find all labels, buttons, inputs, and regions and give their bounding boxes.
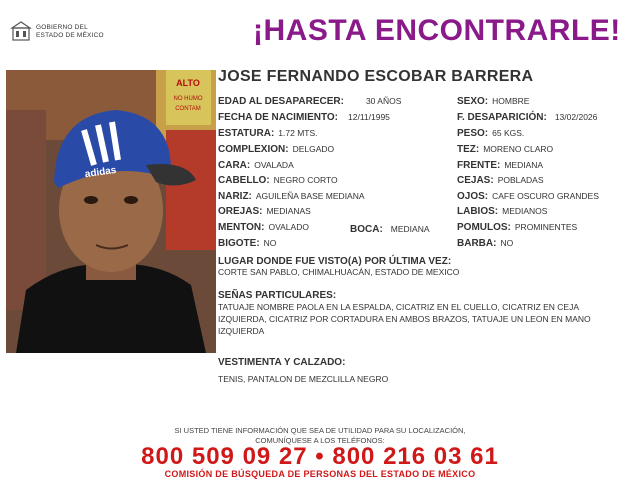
field-bigote [218, 238, 276, 249]
field-value: 13/02/2026 [554, 112, 598, 122]
person-name: JOSE FERNANDO ESCOBAR BARRERA [218, 68, 534, 85]
field-fecha-nacimiento [218, 112, 390, 123]
sign-text: ALTO [176, 78, 200, 88]
phone-numbers: 800 509 09 27 • 800 216 03 61 [141, 443, 499, 470]
field-boca [350, 224, 430, 235]
field-value: MORENO CLARO [483, 144, 554, 154]
field-fecha-desaparicion [457, 112, 597, 123]
field-value: 1.72 MTS. [278, 128, 318, 138]
field-nariz [218, 191, 365, 202]
field-value: HOMBRE [492, 96, 530, 106]
field-tez [457, 144, 553, 155]
field-cejas [457, 175, 544, 186]
field-barba [457, 238, 513, 249]
field-value: MEDIANA [390, 224, 430, 234]
field-label: LABIOS: [457, 206, 499, 217]
field-value: CAFE OSCURO GRANDES [492, 191, 599, 201]
field-label: OREJAS: [218, 206, 263, 217]
field-label: BIGOTE: [218, 238, 260, 249]
clothing-label: VESTIMENTA Y CALZADO: [218, 357, 346, 368]
field-edad [218, 96, 401, 107]
headline: ¡HASTA ENCONTRARLE! [253, 14, 621, 47]
field-value: NEGRO CORTO [273, 175, 338, 185]
field-label: BOCA: [350, 224, 383, 235]
field-value: OVALADA [254, 160, 294, 170]
field-label: F. DESAPARICIÓN: [457, 112, 547, 123]
logo-line-2: ESTADO DE MÉXICO [36, 32, 104, 39]
field-value: AGUILEÑA BASE MEDIANA [255, 191, 365, 201]
clothing-value: TENIS, PANTALON DE MEZCLILLA NEGRO [218, 374, 389, 384]
field-label: MENTON: [218, 222, 265, 233]
field-label: SEXO: [457, 96, 489, 107]
field-label: OJOS: [457, 191, 489, 202]
field-ojos [457, 191, 599, 202]
field-value: 30 AÑOS [365, 96, 402, 106]
svg-text:adidas: adidas [84, 164, 118, 181]
field-cara [218, 160, 294, 171]
field-value: NO [500, 238, 514, 248]
field-complexion [218, 144, 334, 155]
field-value: 65 KGS. [492, 128, 525, 138]
field-cabello [218, 175, 338, 186]
field-label: CABELLO: [218, 175, 270, 186]
field-label: CARA: [218, 160, 251, 171]
field-value: MEDIANAS [266, 206, 311, 216]
field-sexo [457, 96, 529, 107]
field-estatura [218, 128, 318, 139]
field-label: CEJAS: [457, 175, 494, 186]
marks-label: SEÑAS PARTICULARES: [218, 290, 337, 301]
field-label: POMULOS: [457, 222, 511, 233]
field-value: MEDIANA [504, 160, 544, 170]
field-label: FRENTE: [457, 160, 501, 171]
marks-value: TATUAJE NOMBRE PAOLA EN LA ESPALDA, CICATRIZ EN EL CUELLO, CICATRIZ EN CEJA IZQUIERDA, CICATRIZ POR CORTADURA EN AMBOS BRAZOS, TATUAJE UN LEON EN MANO IZQUIERDA [218, 302, 591, 336]
logo-text [36, 24, 104, 40]
field-menton [218, 222, 309, 233]
field-value: POBLADAS [497, 175, 544, 185]
field-peso [457, 128, 524, 139]
field-frente [457, 160, 543, 171]
field-value: DELGADO [292, 144, 335, 154]
state-seal-icon [10, 20, 32, 42]
field-value: OVALADO [268, 222, 309, 232]
field-value: NO [263, 238, 277, 248]
field-label: BARBA: [457, 238, 497, 249]
contact-note-line-2: COMUNÍQUESE A LOS TELÉFONOS: [255, 436, 385, 445]
field-value: 12/11/1995 [348, 112, 390, 122]
field-labios [457, 206, 547, 217]
field-label: EDAD AL DESAPARECER: [218, 96, 344, 107]
last-seen-value: CORTE SAN PABLO, CHIMALHUACÁN, ESTADO DE MEXICO [218, 267, 460, 277]
field-label: PESO: [457, 128, 489, 139]
field-orejas [218, 206, 311, 217]
field-label: NARIZ: [218, 191, 252, 202]
svg-text:NO HUMO: NO HUMO [173, 96, 203, 102]
field-label: ESTATURA: [218, 128, 275, 139]
field-label: COMPLEXION: [218, 144, 289, 155]
contact-note-line-1: SI USTED TIENE INFORMACIÓN QUE SEA DE UTILIDAD PARA SU LOCALIZACIÓN, [174, 426, 466, 435]
logo-line-1: GOBIERNO DEL [36, 24, 88, 31]
field-value: MEDIANOS [502, 206, 548, 216]
field-value: PROMINENTES [514, 222, 578, 232]
field-pomulos [457, 222, 577, 233]
field-label: TEZ: [457, 144, 480, 155]
government-logo [10, 20, 120, 46]
commission-name: COMISIÓN DE BÚSQUEDA DE PERSONAS DEL ESTADO DE MÉXICO [164, 469, 476, 479]
last-seen-label: LUGAR DONDE FUE VISTO(A) POR ÚLTIMA VEZ: [218, 256, 452, 267]
field-label: FECHA DE NACIMIENTO: [218, 112, 338, 123]
person-photo [6, 70, 216, 353]
svg-text:CONTAM: CONTAM [175, 106, 201, 112]
